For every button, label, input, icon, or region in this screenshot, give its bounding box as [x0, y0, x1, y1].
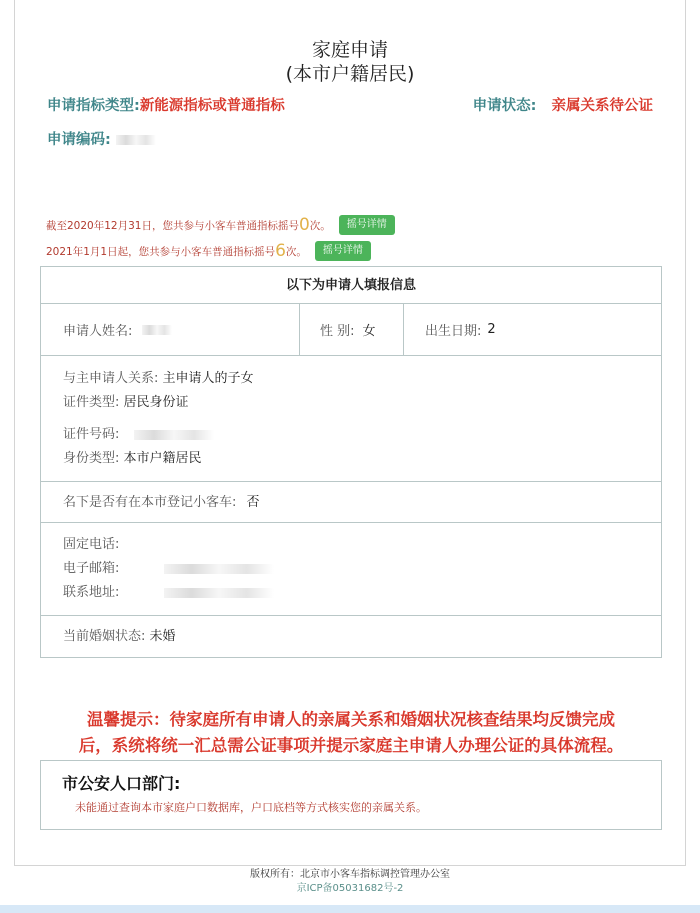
gender-label: 性 别: [320, 324, 355, 339]
footer-icp-link[interactable]: 京ICP备05031682号-2 [296, 883, 404, 894]
car-block [41, 482, 661, 523]
applicant-info-table [40, 266, 662, 658]
footer [0, 868, 700, 896]
lottery-line-2 [46, 241, 371, 261]
lottery-line-1 [46, 215, 395, 235]
application-status [473, 94, 653, 115]
id-number-label: 证件号码: [63, 427, 120, 442]
application-code [47, 128, 156, 149]
lottery-line-2-prefix: 2021年1月1日起，您共参与小客车普通指标摇号 [46, 245, 276, 258]
lottery-count-2020: 0 [298, 214, 310, 235]
tip-line-2: 后，系统将统一汇总需公证事项并提示家庭主申请人办理公证的具体流程。 [78, 736, 624, 755]
police-title: 市公安人口部门: [62, 774, 181, 793]
identity-type-line [63, 447, 661, 471]
indicator-type-value: 新能源指标或普通指标 [139, 98, 285, 114]
address-redacted [164, 588, 274, 598]
marital-block [41, 616, 661, 657]
relation-value: 主申请人的子女 [162, 371, 254, 386]
bottom-band [0, 905, 700, 913]
name-label: 申请人姓名: [63, 324, 133, 339]
lottery-line-2-suffix: 次。 [285, 245, 307, 258]
address-label: 联系地址: [63, 585, 120, 600]
contact-block [41, 523, 661, 616]
gender-cell [300, 304, 404, 355]
lottery-line-1-suffix: 次。 [309, 219, 331, 232]
address-line [63, 581, 661, 605]
name-value-redacted [142, 325, 172, 335]
title-line-2: (本市户籍居民) [285, 63, 415, 85]
email-line [63, 557, 661, 581]
id-number-line [63, 423, 661, 447]
section-title: 以下为申请人填报信息 [41, 267, 661, 304]
identity-block [41, 356, 661, 482]
id-type-value: 居民身份证 [123, 395, 189, 410]
tip-line-1: 温馨提示：待家庭所有申请人的亲属关系和婚姻状况核查结果均反馈完成 [87, 710, 615, 729]
identity-type-label: 身份类型: [63, 451, 120, 466]
marital-value: 未婚 [149, 629, 176, 644]
marital-label: 当前婚姻状态: [63, 629, 146, 644]
identity-type-value: 本市户籍居民 [123, 451, 202, 466]
lottery-details-button-2021[interactable]: 摇号详情 [315, 241, 371, 261]
lottery-line-1-prefix: 截至2020年12月31日，您共参与小客车普通指标摇号 [46, 219, 299, 232]
status-label: 申请状态: [472, 98, 537, 114]
warm-tip [15, 707, 687, 759]
code-value-redacted [116, 135, 156, 145]
basic-info-row [41, 304, 661, 356]
page-title [15, 38, 685, 86]
police-department-panel [40, 760, 662, 830]
relation-line [63, 367, 661, 391]
id-number-redacted [134, 430, 214, 440]
name-cell [41, 304, 300, 355]
lottery-details-button-2020[interactable]: 摇号详情 [339, 215, 395, 235]
birth-cell [404, 304, 661, 355]
email-redacted [164, 564, 274, 574]
email-label: 电子邮箱: [63, 561, 120, 576]
birth-label: 出生日期: [425, 324, 482, 339]
lottery-count-2021: 6 [275, 240, 286, 261]
relation-label: 与主申请人关系: [63, 371, 159, 386]
footer-copyright: 版权所有：北京市小客车指标调控管理办公室 [250, 869, 450, 880]
indicator-type [47, 94, 285, 115]
title-line-1: 家庭申请 [311, 39, 388, 61]
gender-value: 女 [362, 324, 376, 339]
birth-value: 2 [487, 322, 496, 337]
police-message: 未能通过查询本市家庭户口数据库，户口底档等方式核实您的亲属关系。 [75, 801, 427, 814]
code-label: 申请编码: [47, 132, 111, 148]
id-type-line [63, 391, 661, 415]
car-value: 否 [246, 495, 260, 510]
page-frame [14, 0, 686, 866]
indicator-type-label: 申请指标类型: [47, 98, 140, 114]
phone-label: 固定电话: [63, 537, 120, 552]
phone-line [63, 533, 661, 557]
car-label: 名下是否有在本市登记小客车: [63, 495, 237, 510]
id-type-label: 证件类型: [63, 395, 120, 410]
status-badge: 亲属关系待公证 [551, 98, 653, 114]
